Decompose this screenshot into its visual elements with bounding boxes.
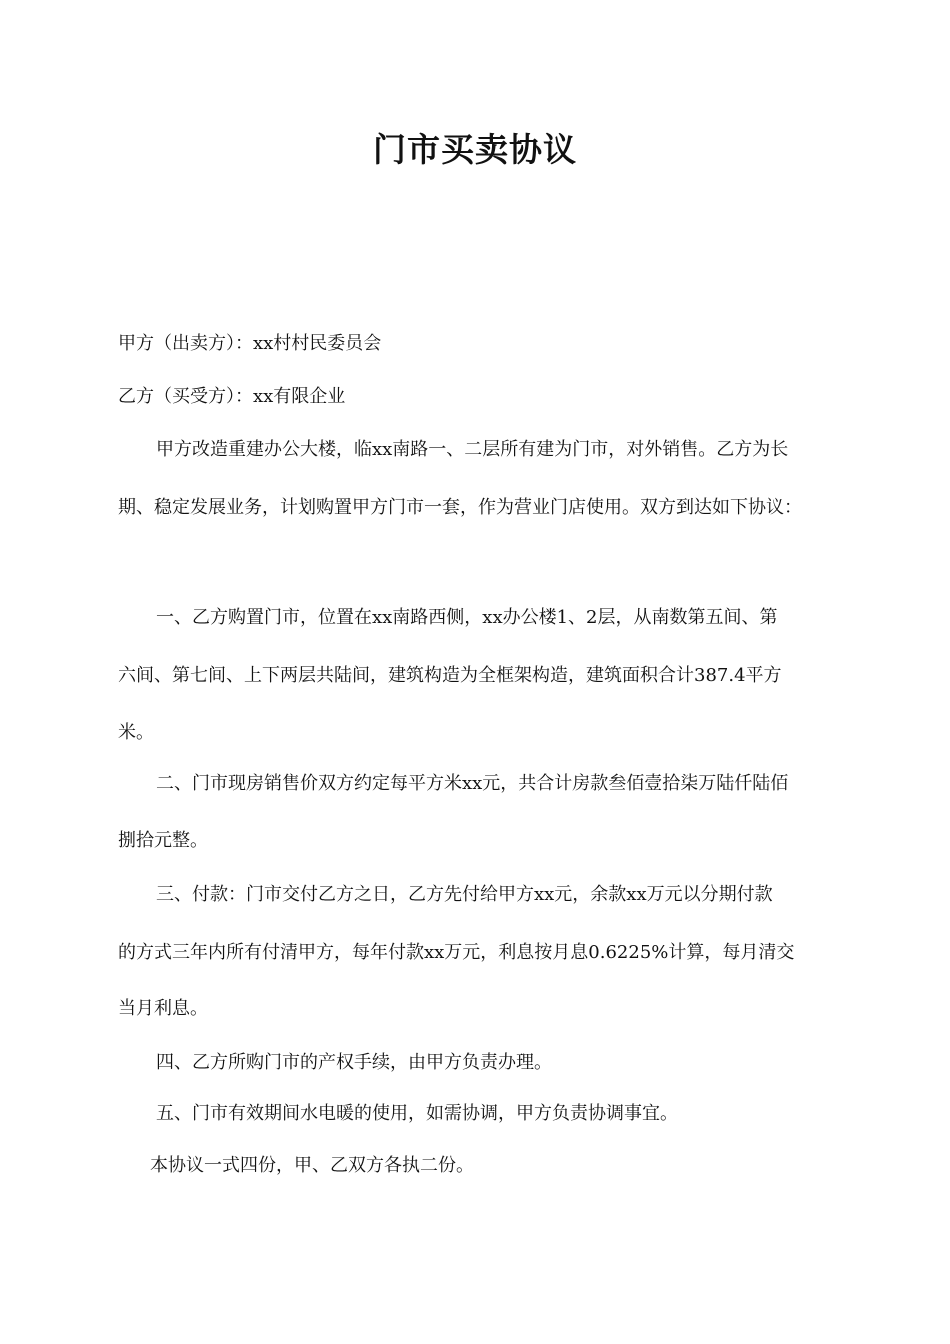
clause-1-line: 六间、第七间、上下两层共陆间，建筑构造为全框架构造，建筑面积合计387.4平方 xyxy=(118,665,782,686)
party-b-line: 乙方（买受方）：xx有限企业 xyxy=(118,386,346,407)
closing-line: 本协议一式四份，甲、乙双方各执二份。 xyxy=(150,1155,474,1176)
clause-5-line: 五、门市有效期间水电暖的使用，如需协调，甲方负责协调事宜。 xyxy=(156,1103,678,1124)
document-title: 门市买卖协议 xyxy=(373,130,577,169)
intro-line: 甲方改造重建办公大楼，临xx南路一、二层所有建为门市，对外销售。乙方为长 xyxy=(156,439,789,460)
clause-1-line: 米。 xyxy=(118,722,154,743)
clause-1-line: 一、乙方购置门市，位置在xx南路西侧，xx办公楼1、2层，从南数第五间、第 xyxy=(156,607,778,628)
clause-2-line: 二、门市现房销售价双方约定每平方米xx元，共合计房款叁佰壹拾柒万陆仟陆佰 xyxy=(156,773,789,794)
intro-line: 期、稳定发展业务，计划购置甲方门市一套，作为营业门店使用。双方到达如下协议： xyxy=(118,497,802,518)
clause-2-line: 捌拾元整。 xyxy=(118,830,208,851)
clause-4-line: 四、乙方所购门市的产权手续，由甲方负责办理。 xyxy=(156,1052,552,1073)
clause-3-line: 当月利息。 xyxy=(118,998,208,1019)
clause-3-line: 三、付款：门市交付乙方之日，乙方先付给甲方xx元，余款xx万元以分期付款 xyxy=(156,884,773,905)
party-a-line: 甲方（出卖方）：xx村村民委员会 xyxy=(118,333,382,354)
clause-3-line: 的方式三年内所有付清甲方，每年付款xx万元，利息按月息0.6225%计算，每月清交 xyxy=(118,942,795,963)
